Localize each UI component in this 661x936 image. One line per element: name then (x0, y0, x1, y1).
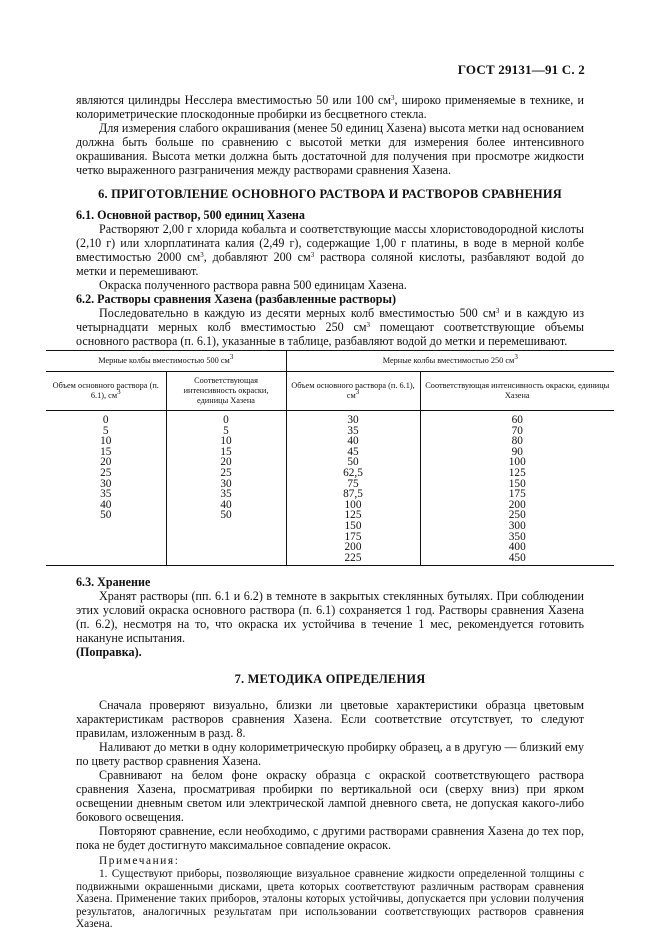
table-cell: 125 (344, 509, 362, 522)
intro-paragraph-1: являются цилиндры Несслера вместимостью 50 или 100 $см^3$, широко применяемые в технике, и колориметрические плоскодонные пробирки из бесцветного стекла. (76, 93, 584, 121)
section-7-paragraph-2: Наливают до метки в одну колориметрическую пробирку образец, а в другую — близкий ему по цвету раствор сравнения Хазена. (76, 740, 584, 769)
subsection-6-1-paragraph-1: Растворяют 2,00 г хлорида кобальта и соответствующие массы хлористоводородной кислоты (2,10 г) или хлорплатината калия (2,49 г), содержащие 1,00 г платины, в воде в мерной колбе вместимостью 2000 $см^3$, добавляют 200 $см^3$ раствора соляной кислоты, разбавляют водой до метки и перемешивают. (76, 222, 584, 278)
table-cell: 300 (508, 519, 526, 532)
table-cell: 35 (100, 488, 112, 501)
table-cell: 0 (223, 414, 229, 426)
table-cell: 175 (344, 530, 362, 543)
table-cell: 15 (220, 445, 232, 458)
table-cell: 70 (511, 424, 523, 437)
table-cell: 225 (344, 551, 362, 564)
table-group-header-500: Мерные колбы вместимостью 500 $см^3$ (46, 351, 286, 372)
table-cell: 15 (100, 445, 112, 458)
table-cell: 250 (508, 509, 526, 522)
section-6-title: 6. ПРИГОТОВЛЕНИЕ ОСНОВНОГО РАСТВОРА И РАСТВОРОВ СРАВНЕНИЯ (98, 187, 562, 201)
table-cell: 87,5 (343, 488, 363, 501)
table-cell: 40 (220, 498, 232, 511)
table-cell: 100 (344, 498, 362, 511)
subsection-6-3-paragraph: Хранят растворы (пп. 6.1 и 6.2) в темноте в закрытых стеклянных бутылях. При соблюдении этих условий окраска основного раствора (п. 6.1) сохраняется 1 год. Растворы сравнения Хазена (п. 6.2), несмотря на то, что окраска их устойчива в течение 1 мес, рекомендуется готовить накануне испытания. (76, 589, 584, 646)
table-cell: 45 (347, 445, 359, 458)
table-column-volume-250 (286, 411, 420, 566)
table-cell: 350 (508, 530, 526, 543)
table-cell: 25 (100, 466, 112, 479)
amendment-note: (Поправка). (76, 645, 142, 660)
hazen-dilution-table-wrapper (46, 350, 614, 566)
table-cell: 35 (347, 424, 359, 437)
table-cell: 5 (223, 424, 229, 437)
table-column-volume-500 (46, 411, 166, 566)
table-cell: 20 (220, 456, 232, 469)
table-header-volume-500: Объем основного раствора (п. 6.1), $см^3$ (46, 372, 166, 411)
table-cell: 20 (100, 456, 112, 469)
table-cell: 10 (220, 435, 232, 448)
table-cell: 10 (100, 435, 112, 448)
section-7-title: 7. МЕТОДИКА ОПРЕДЕЛЕНИЯ (234, 672, 426, 687)
table-cell: 35 (220, 488, 232, 501)
table-cell: 40 (347, 435, 359, 448)
subsection-6-1-paragraph-2: Окраска полученного раствора равна 500 единицам Хазена. (99, 278, 407, 292)
subsection-6-1-title: 6.1. Основной раствор, 500 единиц Хазена (76, 208, 305, 222)
table-cell: 50 (100, 509, 112, 522)
hazen-dilution-table (46, 350, 614, 566)
table-header-intensity-250: Соответствующая интенсивность окраски, единицы Хазена (420, 372, 614, 411)
table-cell: 5 (102, 424, 109, 437)
table-cell: 200 (508, 498, 526, 511)
table-cell: 90 (511, 445, 523, 458)
page-header: ГОСТ 29131—91 С. 2 (457, 62, 585, 77)
subsection-6-2-paragraph: Последовательно в каждую из десяти мерных колб вместимостью 500 $см^3$ и в каждую из четырнадцати мерных колб вместимостью 250 $см^3$ помещают соответствующие объемы основного раствора (п. 6.1), указанные в таблице, разбавляют водой до метки и перемешивают. (76, 306, 584, 348)
table-cell: 100 (508, 456, 526, 469)
table-cell: 125 (508, 466, 526, 479)
table-cell: 175 (508, 488, 526, 501)
table-cell: 75 (347, 477, 359, 490)
table-header-volume-250: Объем основного раствора (п. 6.1), $см^3$ (286, 372, 420, 411)
table-cell: 30 (347, 414, 359, 426)
subsection-6-2-title: 6.2. Растворы сравнения Хазена (разбавленные растворы) (76, 292, 396, 306)
section-7-paragraph-4: Повторяют сравнение, если необходимо, с другими растворами сравнения Хазена до тех пор, пока не будет достигнуто максимальное совпадение окрасок. (76, 824, 584, 853)
table-cell: 200 (344, 541, 362, 554)
table-cell: 62,5 (343, 466, 363, 479)
table-cell: 60 (511, 414, 523, 426)
subsection-6-3-title: 6.3. Хранение (76, 575, 151, 590)
table-cell: 25 (220, 466, 232, 479)
table-cell: 150 (344, 519, 362, 532)
table-cell: 50 (220, 509, 232, 522)
table-group-header-250: Мерные колбы вместимостью 250 $см^3$ (286, 351, 614, 372)
table-cell: 30 (220, 477, 232, 490)
table-cell: 80 (511, 435, 523, 448)
table-header-intensity-500: Соответствующая интенсивность окраски, единицы Хазена (166, 372, 286, 411)
intro-paragraph-2: Для измерения слабого окрашивания (менее 50 единиц Хазена) высота метки над основанием должна быть больше по сравнению с высотой метки для измерения более интенсивного окрашивания. Высота метки должна быть достаточной для получения при просмотре жидкости четко выраженного разграничения между растворами сравнения Хазена. (76, 121, 584, 177)
table-column-intensity-500 (166, 411, 286, 566)
table-cell: 400 (508, 541, 526, 554)
section-7-paragraph-1: Сначала проверяют визуально, близки ли цветовые характеристики образца цветовым характеристикам растворов сравнения Хазена. Если соответствие отсутствует, то следуют правилам, изложенным в разд. 8. (76, 698, 584, 741)
section-7-paragraph-3: Сравнивают на белом фоне окраску образца с окраской соответствующего раствора сравнения Хазена, просматривая пробирки по вертикальной оси (сверху вниз) при ярком освещении дневным светом или электрической лампой дневного света, не допуская какого-либо бокового освещения. (76, 768, 584, 825)
notes-heading: Примечания: (99, 855, 180, 868)
table-cell: 30 (100, 477, 112, 490)
note-1: 1. Существуют приборы, позволяющие визуальное сравнение жидкости определенной толщины с подвижными окрашенными дисками, цвета которых соответствуют различным растворам сравнения Хазена. Применение таких приборов, эталоны которых устойчивы, допускается при условии получения результатов, аналогичных результатам при использовании соответствующих растворов сравнения Хазена. (76, 868, 584, 931)
table-cell: 0 (102, 414, 109, 426)
table-cell: 450 (508, 551, 526, 564)
document-body (52, 93, 610, 931)
table-cell: 50 (347, 456, 359, 469)
table-column-intensity-250 (420, 411, 614, 566)
table-cell: 40 (100, 498, 112, 511)
table-cell: 150 (508, 477, 526, 490)
